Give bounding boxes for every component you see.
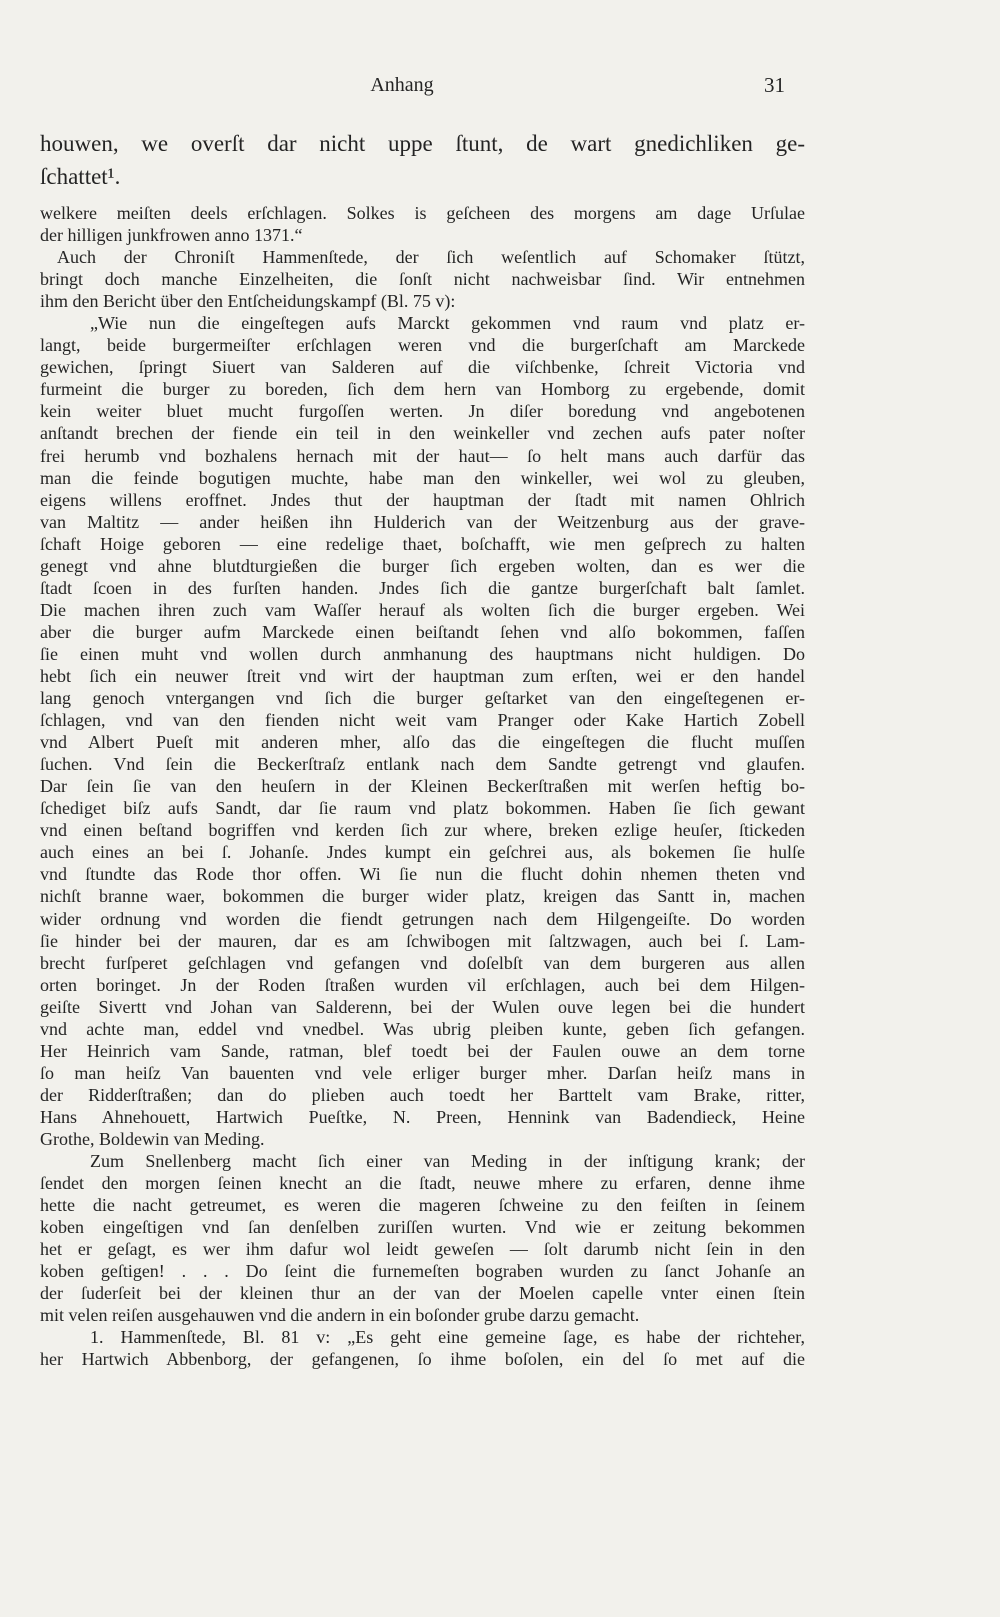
text-line: ſuchen. Vnd ſein die Beckerſtraſz entlank nach dem Sandte getrengt vnd glaufen. (40, 754, 805, 775)
text-line: ſie hinder bei der mauren, dar es am ſchwibogen mit ſaltzwagen, auch bei ſ. Lam- (40, 930, 805, 951)
footnote-line: her Hartwich Abbenborg, der gefangenen, ſo ihme boſolen, ein del ſo met auf die (40, 1349, 805, 1370)
text-line: Hans Ahnehouett, Hartwich Pueſtke, N. Preen, Hennink van Badendieck, Heine (40, 1106, 805, 1127)
text-line: welkere meiſten deels erſchlagen. Solkes is geſcheen des morgens am dage Urſulae (40, 203, 805, 223)
lead-paragraph (40, 127, 805, 193)
text-line: wider ordnung vnd worden die fiendt getrungen nach dem Hilgengeiſte. Do worden (40, 908, 805, 929)
text-line: Grothe, Boldewin van Meding. (40, 1128, 265, 1149)
text-line: Auch der Chroniſt Hammenſtede, der ſich weſentlich auf Schomaker ſtützt, (57, 247, 805, 268)
text-line: vnd einen beſtand bogriffen vnd kerden ſich zur where, breken ezlige heuſer, ſtickeden (40, 820, 805, 841)
text-line: geiſte Sivertt vnd Johan van Salderenn, bei der Wulen ouve legen bei die hundert (40, 996, 805, 1017)
text-line: ihm den Bericht über den Entſcheidungskampf (Bl. 75 v): (40, 291, 456, 312)
text-line: der ſuderſeit bei der kleinen thur an der van der Moelen capelle vnter einen ſtein (40, 1283, 805, 1304)
text-line: vnd Albert Pueſt mit anderen mher, alſo das die eingeſtegen die flucht muſſen (40, 732, 805, 753)
text-line: koben geſtigen! . . . Do ſeint die furnemeſten bograben wurden zu ſanct Johanſe an (40, 1261, 805, 1282)
text-line: man die feinde bogutigen muchte, habe man den winkeller, wei wol zu gleuben, (40, 467, 805, 488)
text-line: hette die nacht getreumet, es weren die mageren ſchweine zu den feiſten in ſeinem (40, 1195, 805, 1216)
text-line: koben eingeſtigen vnd ſan denſelben zuriſſen wurten. Vnd wie er zeitung bekommen (40, 1217, 805, 1238)
text-line: ſtadt ſcoen in des furſten handen. Jndes ſich die gantze burgerſchaft balt ſamlet. (40, 577, 805, 598)
text-line: ſchlagen, vnd van den fienden nicht weit vam Pranger oder Kake Hartich Zobell (40, 710, 805, 731)
text-line: ſendet den morgen ſeinen knecht an die ſtadt, neuwe mhere zu erfaren, denne ihme (40, 1173, 805, 1194)
text-line: vnd achte man, eddel vnd vnedbel. Was ubrig pleiben kunte, geben ſich gefangen. (40, 1018, 805, 1039)
text-line: eigens willens eroffnet. Jndes thut der hauptman der ſtadt mit namen Ohlrich (40, 489, 805, 510)
text-line: ſie einen muht vnd wollen durch anmhanung des hauptmans nicht huldigen. Do (40, 643, 805, 664)
text-line: vnd ſtundte das Rode thor offen. Wi ſie nun die flucht dohin nhemen theten vnd (40, 864, 805, 885)
text-line: ſchaft Hoige geboren — eine redelige thaet, boſchafft, wie men geſprech zu halten (40, 533, 805, 554)
text-line: hebt ſich ein neuwer ſtreit vnd wirt der hauptman zum erſten, wei er den handel (40, 665, 805, 686)
text-line: „Wie nun die eingeſtegen aufs Marckt gekommen vnd raum vnd platz er- (90, 313, 805, 334)
page-number: 31 (764, 73, 785, 97)
text-line: furmeint die burger zu boreden, ſich dem hern van Homborg zu ergebende, domit (40, 379, 805, 400)
text-line: nichſt branne waer, bokommen die burger wider platz, kreigen das Santt in, machen (40, 886, 805, 907)
text-line: bringt doch manche Einzelheiten, die ſonſt nicht nachweisbar ſind. Wir entnehmen (40, 269, 805, 290)
lead-line: ſchattet¹. (40, 164, 121, 189)
text-line: Die machen ihren zuch vam Waſſer herauf als wolten ſich die burger ergeben. Wei (40, 599, 805, 620)
text-line: kein weiter bluet mucht furgoſſen werten. Jn diſer boredung vnd angebotenen (40, 401, 805, 422)
text-line: frei herumb vnd bozhalens hernach mit der haut— ſo helt mans auch darfür das (40, 445, 805, 466)
text-line: genegt vnd ahne blutdturgießen die burger ſich ergeben wolten, dan es wer die (40, 555, 805, 576)
text-line: het er geſagt, es wer ihm dafur wol leidt geweſen — ſolt darumb nicht ſein in den (40, 1239, 805, 1260)
text-line: orten boringet. Jn der Roden ſtraßen wurden vil erſchlagen, auch bei dem Hilgen- (40, 974, 805, 995)
running-head: Anhang (370, 74, 434, 96)
text-line: lang genoch vntergangen vnd ſich die burger geſtarket van den eingeſtegenen er- (40, 688, 805, 709)
text-line: Dar ſein ſie van den heuſern in der Kleinen Beckerſtraßen mit werſen heftig bo- (40, 776, 805, 797)
text-line: Her Heinrich vam Sande, ratman, blef toedt bei der Faulen ouwe an dem torne (40, 1040, 805, 1061)
text-line: ſo man heiſz Van bauenten vnd vele erliger burger mher. Darſan heiſz mans in (40, 1062, 805, 1083)
text-line: Zum Snellenberg macht ſich einer van Meding in der inſtigung krank; der (90, 1151, 805, 1172)
lead-line: houwen, we overſt dar nicht uppe ſtunt, de wart gnedichliken ge- (40, 131, 805, 156)
text-line: anſtandt brechen der fiende ein teil in den weinkeller vnd zechen aufs pater noſter (40, 423, 805, 444)
text-line: ſchediget biſz aufs Sandt, dar ſie raum vnd platz bokommen. Haben ſie ſich gewant (40, 798, 805, 819)
text-line: der hilligen junkfrowen anno 1371.“ (40, 225, 303, 246)
text-line: aber die burger aufm Marckede einen beiſtandt ſehen vnd alſo bokommen, faſſen (40, 621, 805, 642)
body-text (40, 202, 805, 1370)
text-line: der Ridderſtraßen; dan do plieben auch toedt her Barttelt vam Brake, ritter, (40, 1084, 805, 1105)
text-line: auch eines an bei ſ. Johanſe. Jndes kumpt ein geſchrei aus, als bokemen ſie hulſe (40, 842, 805, 863)
text-line: langt, beide burgermeiſter erſchlagen weren vnd die burgerſchaft am Marckede (40, 335, 805, 356)
footnote-line: 1. Hammenſtede, Bl. 81 v: „Es geht eine gemeine ſage, es habe der richteher, (90, 1327, 805, 1348)
text-line: mit velen reiſen ausgehauwen vnd die andern in ein boſonder grube darzu gemacht. (40, 1305, 640, 1326)
text-line: brecht furſperet geſchlagen vnd gefangen vnd doſelbſt van dem burgeren aus allen (40, 952, 805, 973)
text-line: gewichen, ſpringt Siuert van Salderen auf die viſchbenke, ſchreit Victoria vnd (40, 357, 805, 378)
text-line: van Maltitz — ander heißen ihn Hulderich van der Weitzenburg aus der grave- (40, 511, 805, 532)
